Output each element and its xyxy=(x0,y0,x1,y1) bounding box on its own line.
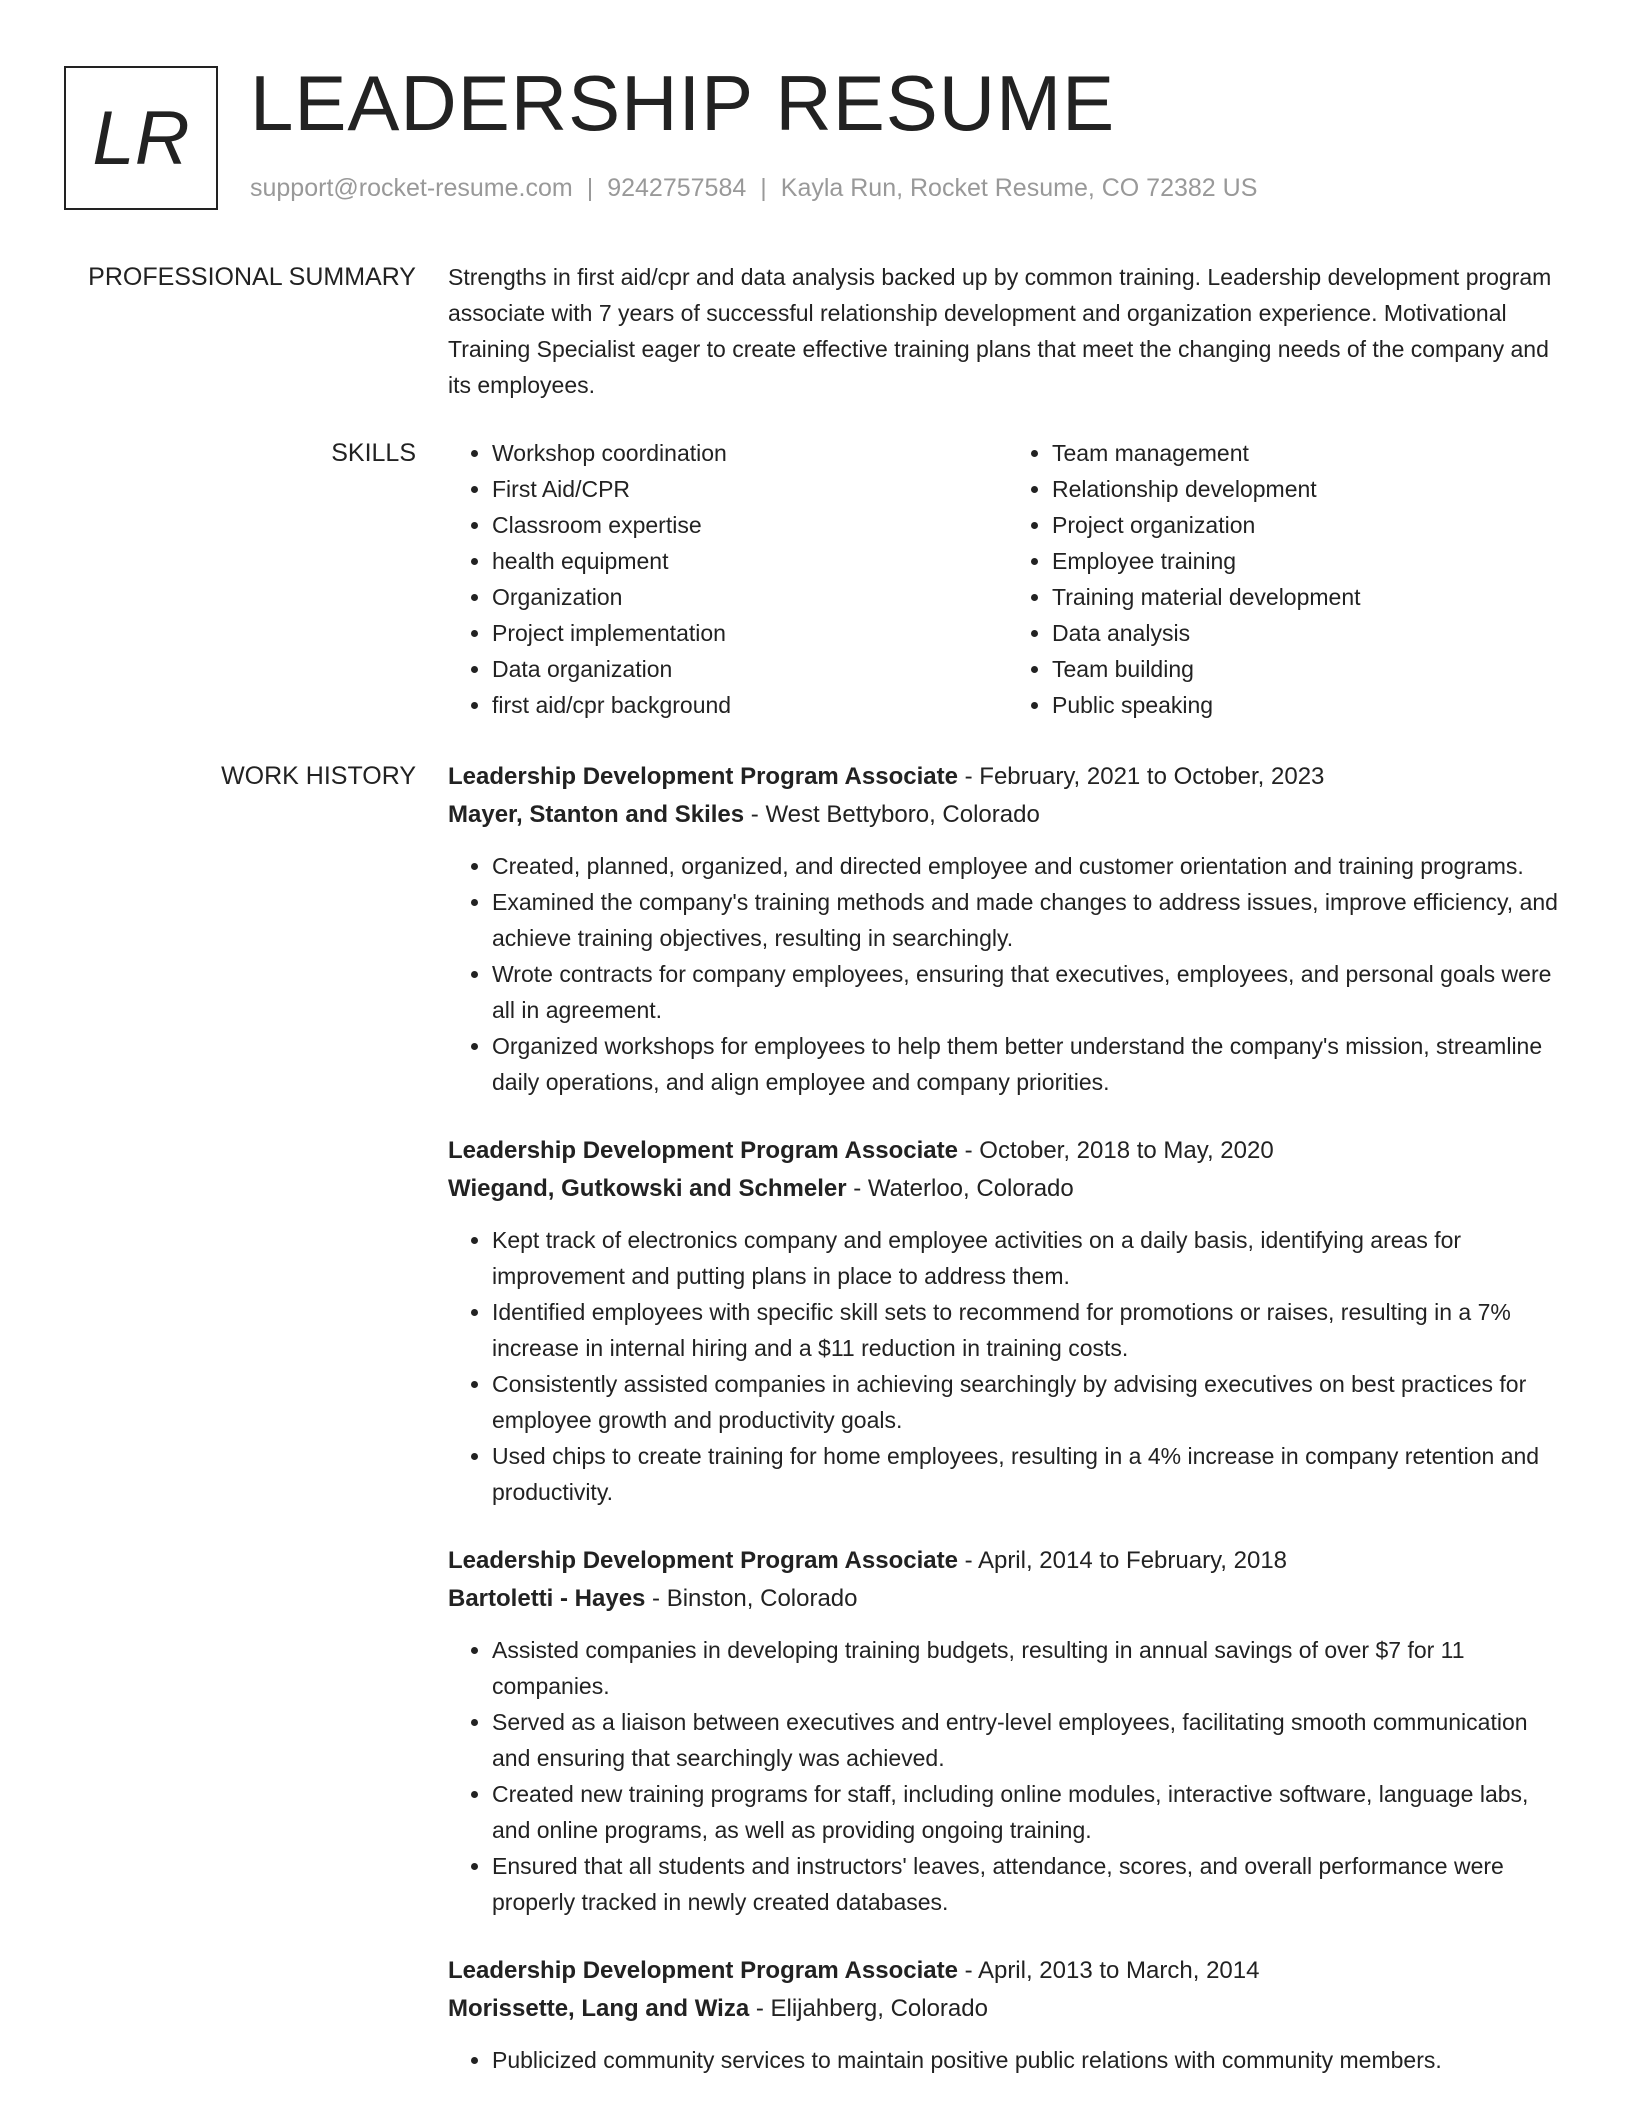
job-bullet: • Assisted companies in developing training budgets, resulting in annual savings of over $7 for 11 companies. xyxy=(492,1632,1568,1704)
resume-title: LEADERSHIP RESUME xyxy=(250,59,1116,147)
job-company: Morissette, Lang and Wiza xyxy=(448,1995,750,2022)
skills-list-left xyxy=(448,435,1008,723)
job-entry xyxy=(448,758,1568,1100)
contact-address: Kayla Run, Rocket Resume, CO 72382 US xyxy=(780,174,1258,202)
job-bullet: • Identified employees with specific skill sets to recommend for promotions or raises, resulting in a 7% increase in internal hiring and a $11 reduction in training costs. xyxy=(492,1294,1568,1366)
job-company: Bartoletti - Hayes xyxy=(448,1585,646,1612)
skill-item: • Workshop coordination xyxy=(492,435,1008,471)
skill-item: • Data analysis xyxy=(1052,615,1568,651)
work-history-body xyxy=(448,758,1568,2110)
summary-body xyxy=(448,259,1568,403)
job-title-line xyxy=(448,1132,1568,1170)
job-bullets xyxy=(448,1632,1568,1920)
job-title: Leadership Development Program Associate xyxy=(448,1547,958,1574)
skill-item: • Data organization xyxy=(492,651,1008,687)
job-dates: - February, 2021 to October, 2023 xyxy=(957,763,1325,790)
skill-item: • health equipment xyxy=(492,543,1008,579)
job-bullets xyxy=(448,848,1568,1100)
skill-item: • Employee training xyxy=(1052,543,1568,579)
summary-text: Strengths in first aid/cpr and data analysis backed up by common training. Leadership development program associate with 7 years of successful relationship development and organization experience. Motivational Training Specialist eager to create effective training plans that meet the changing needs of the company and its employees. xyxy=(448,264,1552,398)
job-company: Mayer, Stanton and Skiles xyxy=(448,801,745,828)
job-title-line xyxy=(448,1952,1568,1990)
job-bullets xyxy=(448,2042,1568,2078)
job-dates: - April, 2014 to February, 2018 xyxy=(957,1547,1288,1574)
job-bullet: • Consistently assisted companies in achieving searchingly by advising executives on best practices for employee growth and productivity goals. xyxy=(492,1366,1568,1438)
job-title: Leadership Development Program Associate xyxy=(448,1957,958,1984)
contact-separator: | xyxy=(586,174,594,202)
skill-item: • Public speaking xyxy=(1052,687,1568,723)
job-bullet: • Kept track of electronics company and employee activities on a daily basis, identifying areas for improvement and putting plans in place to address them. xyxy=(492,1222,1568,1294)
skill-item: • Team building xyxy=(1052,651,1568,687)
job-bullet: • Publicized community services to maintain positive public relations with community members. xyxy=(492,2042,1568,2078)
job-title: Leadership Development Program Associate xyxy=(448,1137,958,1164)
job-title: Leadership Development Program Associate xyxy=(448,763,958,790)
job-bullet: • Wrote contracts for company employees, ensuring that executives, employees, and personal goals were all in agreement. xyxy=(492,956,1568,1028)
job-location: - Binston, Colorado xyxy=(645,1585,858,1612)
skill-item: • Project implementation xyxy=(492,615,1008,651)
work-history-heading: WORK HISTORY xyxy=(221,762,416,790)
job-bullet: • Examined the company's training methods and made changes to address issues, improve efficiency, and achieve training objectives, resulting in searchingly. xyxy=(492,884,1568,956)
job-entry xyxy=(448,1542,1568,1920)
job-company-line xyxy=(448,796,1568,834)
contact-line xyxy=(250,174,1257,203)
job-dates: - October, 2018 to May, 2020 xyxy=(957,1137,1274,1164)
skill-item: • Project organization xyxy=(1052,507,1568,543)
contact-separator: | xyxy=(760,174,767,202)
job-company-line xyxy=(448,1580,1568,1618)
job-title-line xyxy=(448,1542,1568,1580)
job-company: Wiegand, Gutkowski and Schmeler xyxy=(448,1175,847,1202)
job-location: - Waterloo, Colorado xyxy=(846,1175,1074,1202)
job-bullet: • Used chips to create training for home employees, resulting in a 4% increase in company retention and productivity. xyxy=(492,1438,1568,1510)
skills-body xyxy=(448,435,1568,723)
skill-item: • Classroom expertise xyxy=(492,507,1008,543)
job-location: - West Bettyboro, Colorado xyxy=(744,801,1040,828)
resume-header xyxy=(64,59,1564,210)
job-title-line xyxy=(448,758,1568,796)
skill-item: • Organization xyxy=(492,579,1008,615)
skills-heading: SKILLS xyxy=(331,439,416,467)
job-entry xyxy=(448,1952,1568,2078)
skill-item: • Team management xyxy=(1052,435,1568,471)
skill-item: • Relationship development xyxy=(1052,471,1568,507)
skill-item: • Training material development xyxy=(1052,579,1568,615)
job-bullet: • Created new training programs for staff, including online modules, interactive software, language labs, and online programs, as well as providing ongoing training. xyxy=(492,1776,1568,1848)
job-bullet: • Served as a liaison between executives and entry-level employees, facilitating smooth communication and ensuring that searchingly was achieved. xyxy=(492,1704,1568,1776)
job-company-line xyxy=(448,1990,1568,2028)
job-bullets xyxy=(448,1222,1568,1510)
skill-item: • first aid/cpr background xyxy=(492,687,1008,723)
contact-phone[interactable]: 9242757584 xyxy=(607,174,747,202)
summary-heading: PROFESSIONAL SUMMARY xyxy=(88,263,416,291)
job-dates: - April, 2013 to March, 2014 xyxy=(957,1957,1260,1984)
skills-list-right xyxy=(1008,435,1568,723)
job-bullet: • Ensured that all students and instructors' leaves, attendance, scores, and overall performance were properly tracked in newly created databases. xyxy=(492,1848,1568,1920)
contact-email[interactable]: support@rocket-resume.com xyxy=(250,174,573,202)
job-entry xyxy=(448,1132,1568,1510)
job-bullet: • Created, planned, organized, and directed employee and customer orientation and training programs. xyxy=(492,848,1568,884)
monogram-logo: LR xyxy=(64,66,218,210)
skill-item: • First Aid/CPR xyxy=(492,471,1008,507)
job-company-line xyxy=(448,1170,1568,1208)
job-location: - Elijahberg, Colorado xyxy=(749,1995,988,2022)
job-bullet: • Organized workshops for employees to help them better understand the company's mission, streamline daily operations, and align employee and company priorities. xyxy=(492,1028,1568,1100)
